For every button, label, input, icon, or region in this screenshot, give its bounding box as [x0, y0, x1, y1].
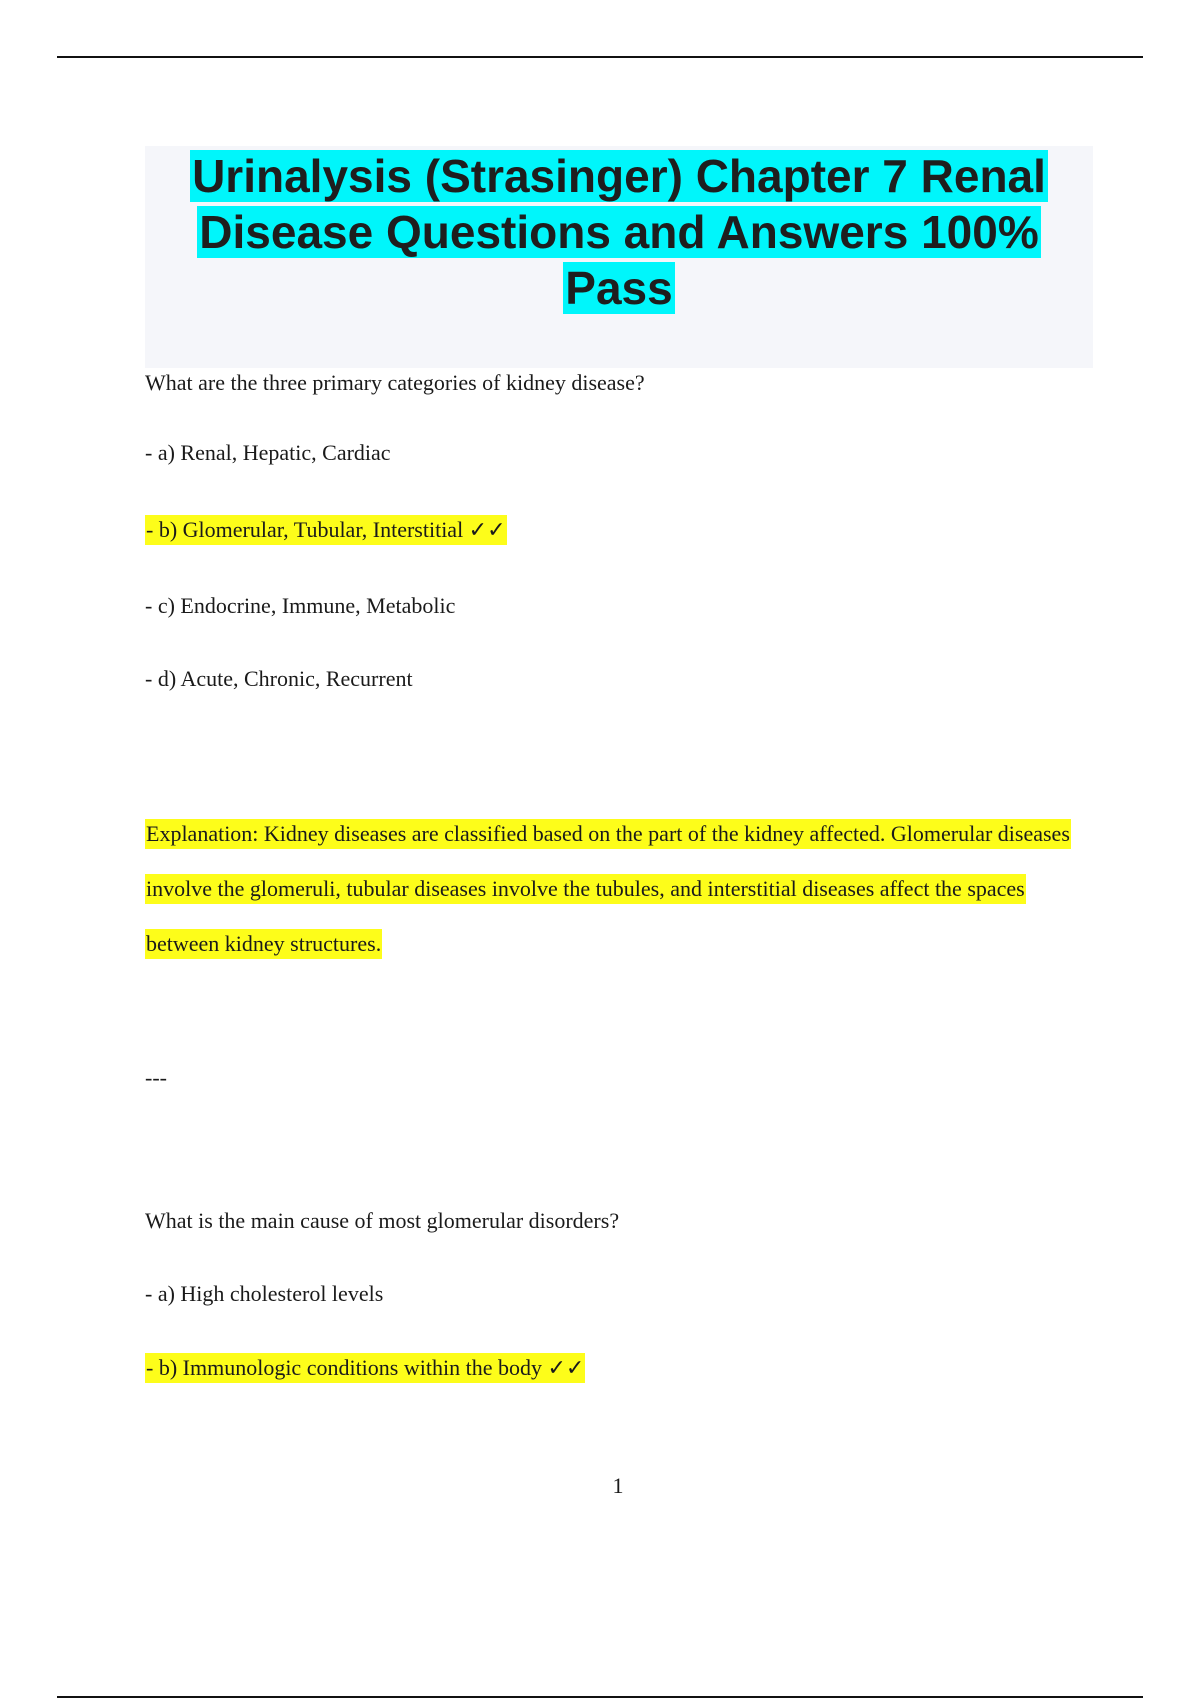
question-2-option-a: - a) High cholesterol levels [145, 1281, 384, 1306]
question-1-explanation [145, 806, 1075, 971]
correct-answer-highlight: - b) Immunologic conditions within the body ✓✓ [145, 1353, 585, 1383]
section-separator: --- [145, 1065, 167, 1090]
question-1-text: What are the three primary categories of kidney disease? [145, 370, 645, 395]
document-title: Urinalysis (Strasinger) Chapter 7 Renal Disease Questions and Answers 100% Pass [192, 150, 1046, 314]
title-box [145, 146, 1093, 368]
question-2-text: What is the main cause of most glomerular disorders? [145, 1208, 620, 1233]
question-1-option-d: - d) Acute, Chronic, Recurrent [145, 666, 413, 691]
header-rule [57, 56, 1143, 58]
question-1-option-a: - a) Renal, Hepatic, Cardiac [145, 440, 391, 465]
correct-answer-highlight: - b) Glomerular, Tubular, Interstitial ✓✓ [145, 515, 507, 545]
page-number: 1 [612, 1473, 624, 1498]
question-2-option-b-correct [145, 1354, 585, 1382]
footer-rule [57, 1696, 1143, 1698]
explanation-highlight: Explanation: Kidney diseases are classified based on the part of the kidney affected. Glomerular diseases involve the glomeruli, tubular diseases involve the tubules, and interstitial diseases affect the spaces between kidney structures. [145, 819, 1071, 959]
question-1-option-b-correct [145, 516, 507, 544]
question-1-option-c: - c) Endocrine, Immune, Metabolic [145, 593, 456, 618]
